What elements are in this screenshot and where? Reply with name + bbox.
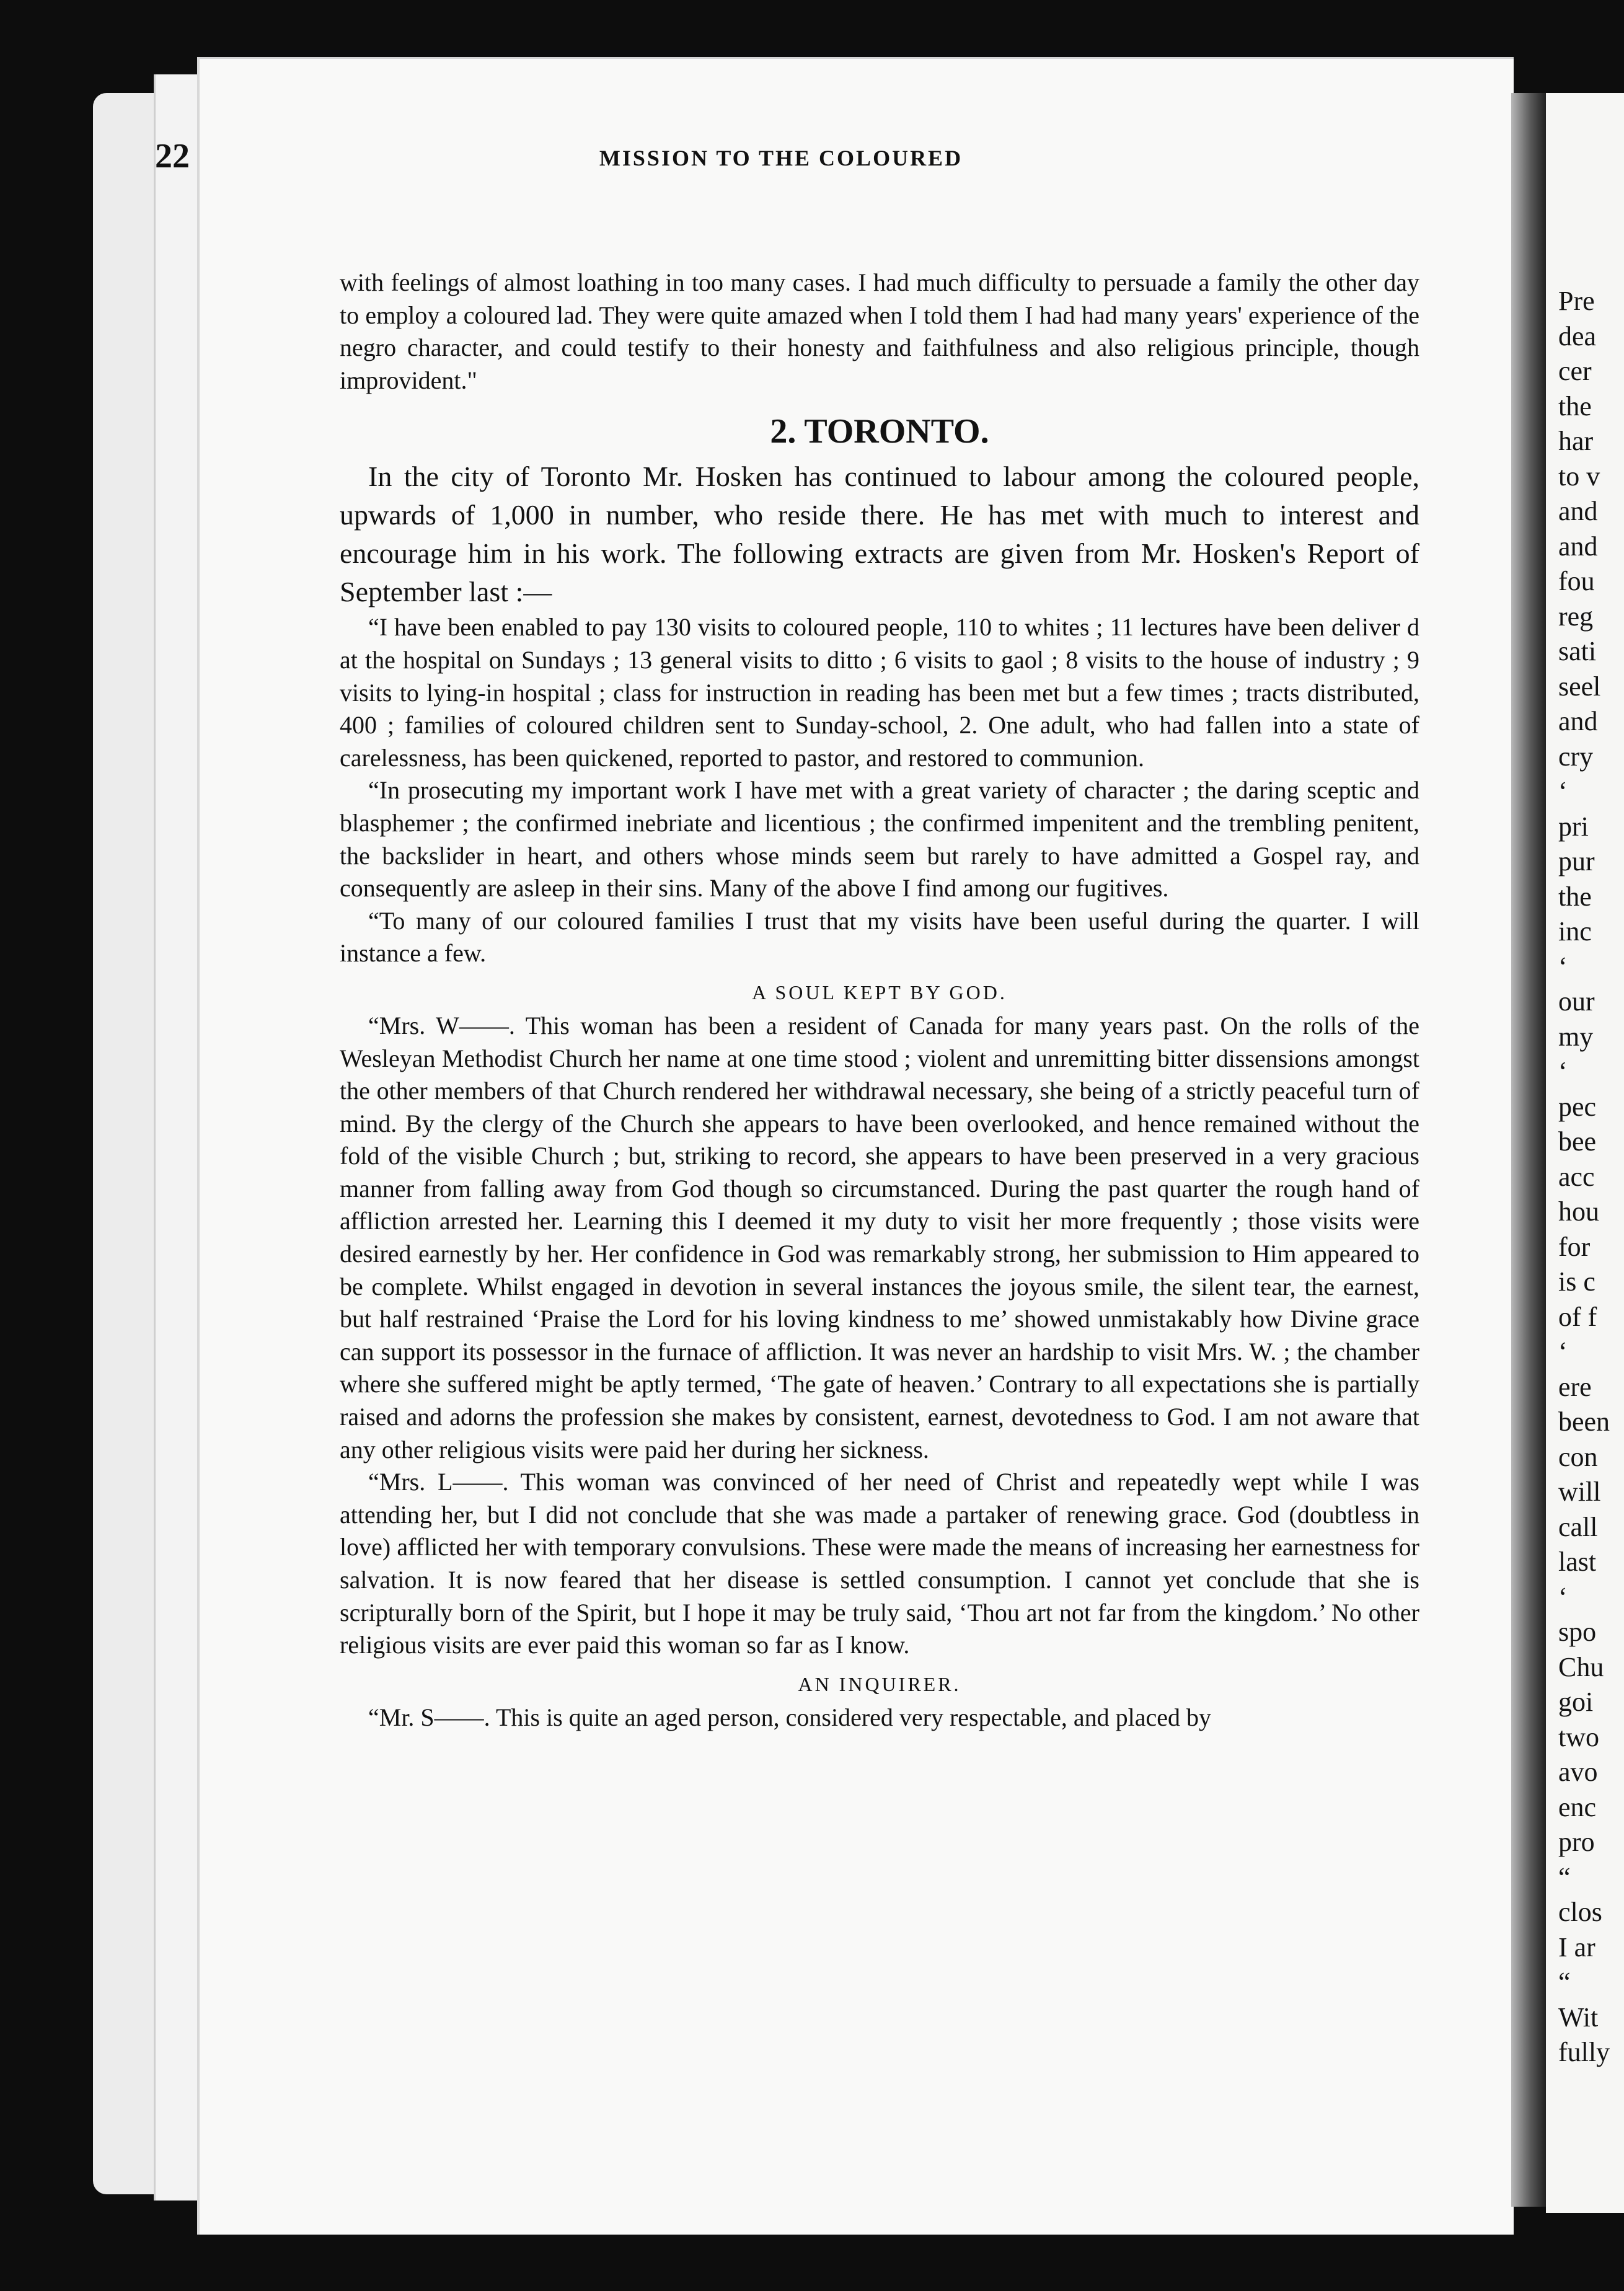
page-body: [340, 267, 1419, 1734]
page-header: [155, 136, 1407, 174]
facing-page-fragment: goi: [1558, 1687, 1594, 1717]
facing-page-fragment: bee: [1558, 1126, 1597, 1157]
report-paragraph: “To many of our coloured families I trust that my visits have been useful during the quarter. I will instance a few.: [340, 906, 1419, 968]
facing-page-fragment: I ar: [1558, 1931, 1595, 1962]
facing-page-fragment: inc: [1558, 916, 1592, 947]
facing-page-fragment: the: [1558, 391, 1592, 422]
facing-page-fragment: fully: [1558, 2037, 1610, 2067]
page-number: 22: [155, 137, 190, 175]
case-paragraph-mr-s: “Mr. S——. This is quite an aged person, considered very respectable, and placed by: [368, 1703, 1211, 1731]
facing-page-fragment: and: [1558, 496, 1598, 526]
facing-page-fragment: reg: [1558, 601, 1594, 632]
facing-page-fragment: Pre: [1558, 286, 1595, 316]
report-paragraph: “I have been enabled to pay 130 visits to coloured people, 110 to whites ; 11 lectures have been deliver d at the hospital on Sundays ; 13 general visits to ditto ; 6 visits to gaol ; 8 visits to the house of industry ; 9 visits to lying-in hospital ; class for instruction in reading has been met but a few times ; tracts distributed, 400 ; families of coloured children sent to Sunday-school, 2. One adult, who had fallen into a state of carelessness, has been quickened, reported to pastor, and restored to communion.: [340, 613, 1419, 772]
facing-page-fragment: sati: [1558, 636, 1597, 666]
facing-page-fragment: last: [1558, 1547, 1597, 1577]
facing-page-fragment: my: [1558, 1021, 1594, 1052]
facing-page-fragment: fou: [1558, 566, 1595, 596]
facing-page-fragment: pro: [1558, 1827, 1595, 1857]
facing-page-fragment: acc: [1558, 1161, 1595, 1192]
running-head: MISSION TO THE COLOURED: [599, 146, 963, 170]
facing-page-fragment: clos: [1558, 1897, 1602, 1927]
facing-page-fragment: pec: [1558, 1091, 1597, 1122]
facing-page-fragment: ‘: [1558, 776, 1568, 806]
facing-page-fragment: har: [1558, 426, 1594, 456]
facing-page: [1546, 93, 1624, 2213]
facing-page-fragment: and: [1558, 706, 1598, 736]
facing-page-fragment: is c: [1558, 1266, 1595, 1297]
facing-page-fragment: avo: [1558, 1757, 1598, 1787]
case-paragraph-mrs-l: “Mrs. L——. This woman was convinced of her need of Christ and repeatedly wept while I was attending her, but I did not conclude that she was made a partaker of renewing grace. God (doubtless in love) afflicted her with temporary convulsions. These were made the means of increasing her earnestness for salvation. It is now feared that her disease is settled consumption. I cannot yet conclude that she is scripturally born of the Spirit, but I hope it may be truly said, ‘Thou art not far from the kingdom.’ No other religious visits are ever paid this woman so far as I know.: [340, 1468, 1419, 1659]
facing-page-fragment: “: [1558, 1967, 1571, 1997]
facing-page-fragment: been: [1558, 1406, 1610, 1437]
facing-page-fragment: ‘: [1558, 1581, 1568, 1612]
facing-page-fragment: for: [1558, 1231, 1591, 1262]
facing-page-fragment: our: [1558, 986, 1595, 1017]
facing-page-fragment: dea: [1558, 320, 1597, 351]
facing-page-fragment: call: [1558, 1511, 1598, 1542]
facing-page-fragment: the: [1558, 881, 1592, 912]
subheading-soul-kept: A SOUL KEPT BY GOD.: [752, 981, 1007, 1004]
facing-page-fragment: Wit: [1558, 2002, 1599, 2033]
facing-page-fragment: to v: [1558, 461, 1600, 492]
facing-page-fragment: ere: [1558, 1371, 1592, 1402]
facing-page-fragment: ‘: [1558, 1336, 1568, 1367]
facing-page-fragment: enc: [1558, 1791, 1597, 1822]
report-paragraph: “In prosecuting my important work I have met with a great variety of character ; the daring sceptic and blasphemer ; the confirmed inebriate and licentious ; the confirmed impenitent and the trembling penitent, the backslider in heart, and others whose minds seem but rarely to have admitted a Gospel ray, and consequently are asleep in their sins. Many of the above I find among our fugitives.: [340, 776, 1419, 903]
facing-page-fragment: “: [1558, 1861, 1571, 1892]
facing-page-fragment: two: [1558, 1721, 1599, 1752]
facing-page-fragment: hou: [1558, 1196, 1599, 1227]
page-stack-edge: [93, 93, 161, 2194]
facing-page-fragment: will: [1558, 1477, 1601, 1507]
facing-page-fragment: ‘: [1558, 1056, 1568, 1087]
facing-page-fragment: Chu: [1558, 1651, 1604, 1682]
facing-page-fragment: pri: [1558, 811, 1589, 842]
subheading-inquirer: AN INQUIRER.: [798, 1672, 961, 1695]
facing-page-fragment: and: [1558, 531, 1598, 562]
continued-paragraph: with feelings of almost loathing in too many cases. I had much difficulty to persuade a family the other day to employ a coloured lad. They were quite amazed when I told them I had had many years' experience of the negro character, and could testify to their honesty and faithfulness and also religious principle, though improvident.": [340, 268, 1419, 394]
facing-page-fragment: spo: [1558, 1617, 1597, 1647]
facing-page-fragment: con: [1558, 1441, 1598, 1472]
case-paragraph-mrs-w: “Mrs. W——. This woman has been a resident of Canada for many years past. On the rolls of the Wesleyan Methodist Church her name at one time stood ; violent and unremitting bitter dissensions amongst the other members of that Church rendered her withdrawal necessary, she being of a strictly peaceful turn of mind. By the clergy of the Church she appears to have been overlooked, and hence remained without the fold of the visible Church ; but, striking to record, she appears to have been preserved in a very gracious manner from falling away from God though so circumstanced. During the past quarter the rough hand of affliction arrested her. Learning this I deemed it my duty to visit her more frequently ; those visits were desired earnestly by her. Her confidence in God was remarkably strong, her submission to Him appeared to be complete. Whilst engaged in devotion in several instances the joyous smile, the silent tear, the earnest, but half restrained ‘Praise the Lord for his loving kindness to me’ showed unmistakably how Divine grace can support its possessor in the furnace of affliction. It was never an hardship to visit Mrs. W. ; the chamber where she suffered might be aptly termed, ‘The gate of heaven.’ Contrary to all expectations she is partially raised and adorns the profession she makes by consistent, earnest, devotedness to God. I am not aware that any other religious visits were paid her during her sickness.: [340, 1011, 1419, 1463]
facing-page-fragment: pur: [1558, 846, 1595, 876]
facing-page-fragment: ‘: [1558, 951, 1568, 982]
facing-page-fragment: seel: [1558, 671, 1601, 702]
lead-paragraph: In the city of Toronto Mr. Hosken has continued to labour among the coloured people, upwards of 1,000 in number, who reside there. He has met with much to interest and encourage him in his work. The following extracts are given from Mr. Hosken's Report of September last :—: [340, 461, 1419, 608]
book-gutter: [1511, 93, 1546, 2207]
facing-page-fragment: cry: [1558, 741, 1594, 772]
section-heading: 2. TORONTO.: [770, 412, 989, 451]
facing-page-fragment: cer: [1558, 356, 1592, 386]
facing-page-fragment: of f: [1558, 1301, 1597, 1332]
